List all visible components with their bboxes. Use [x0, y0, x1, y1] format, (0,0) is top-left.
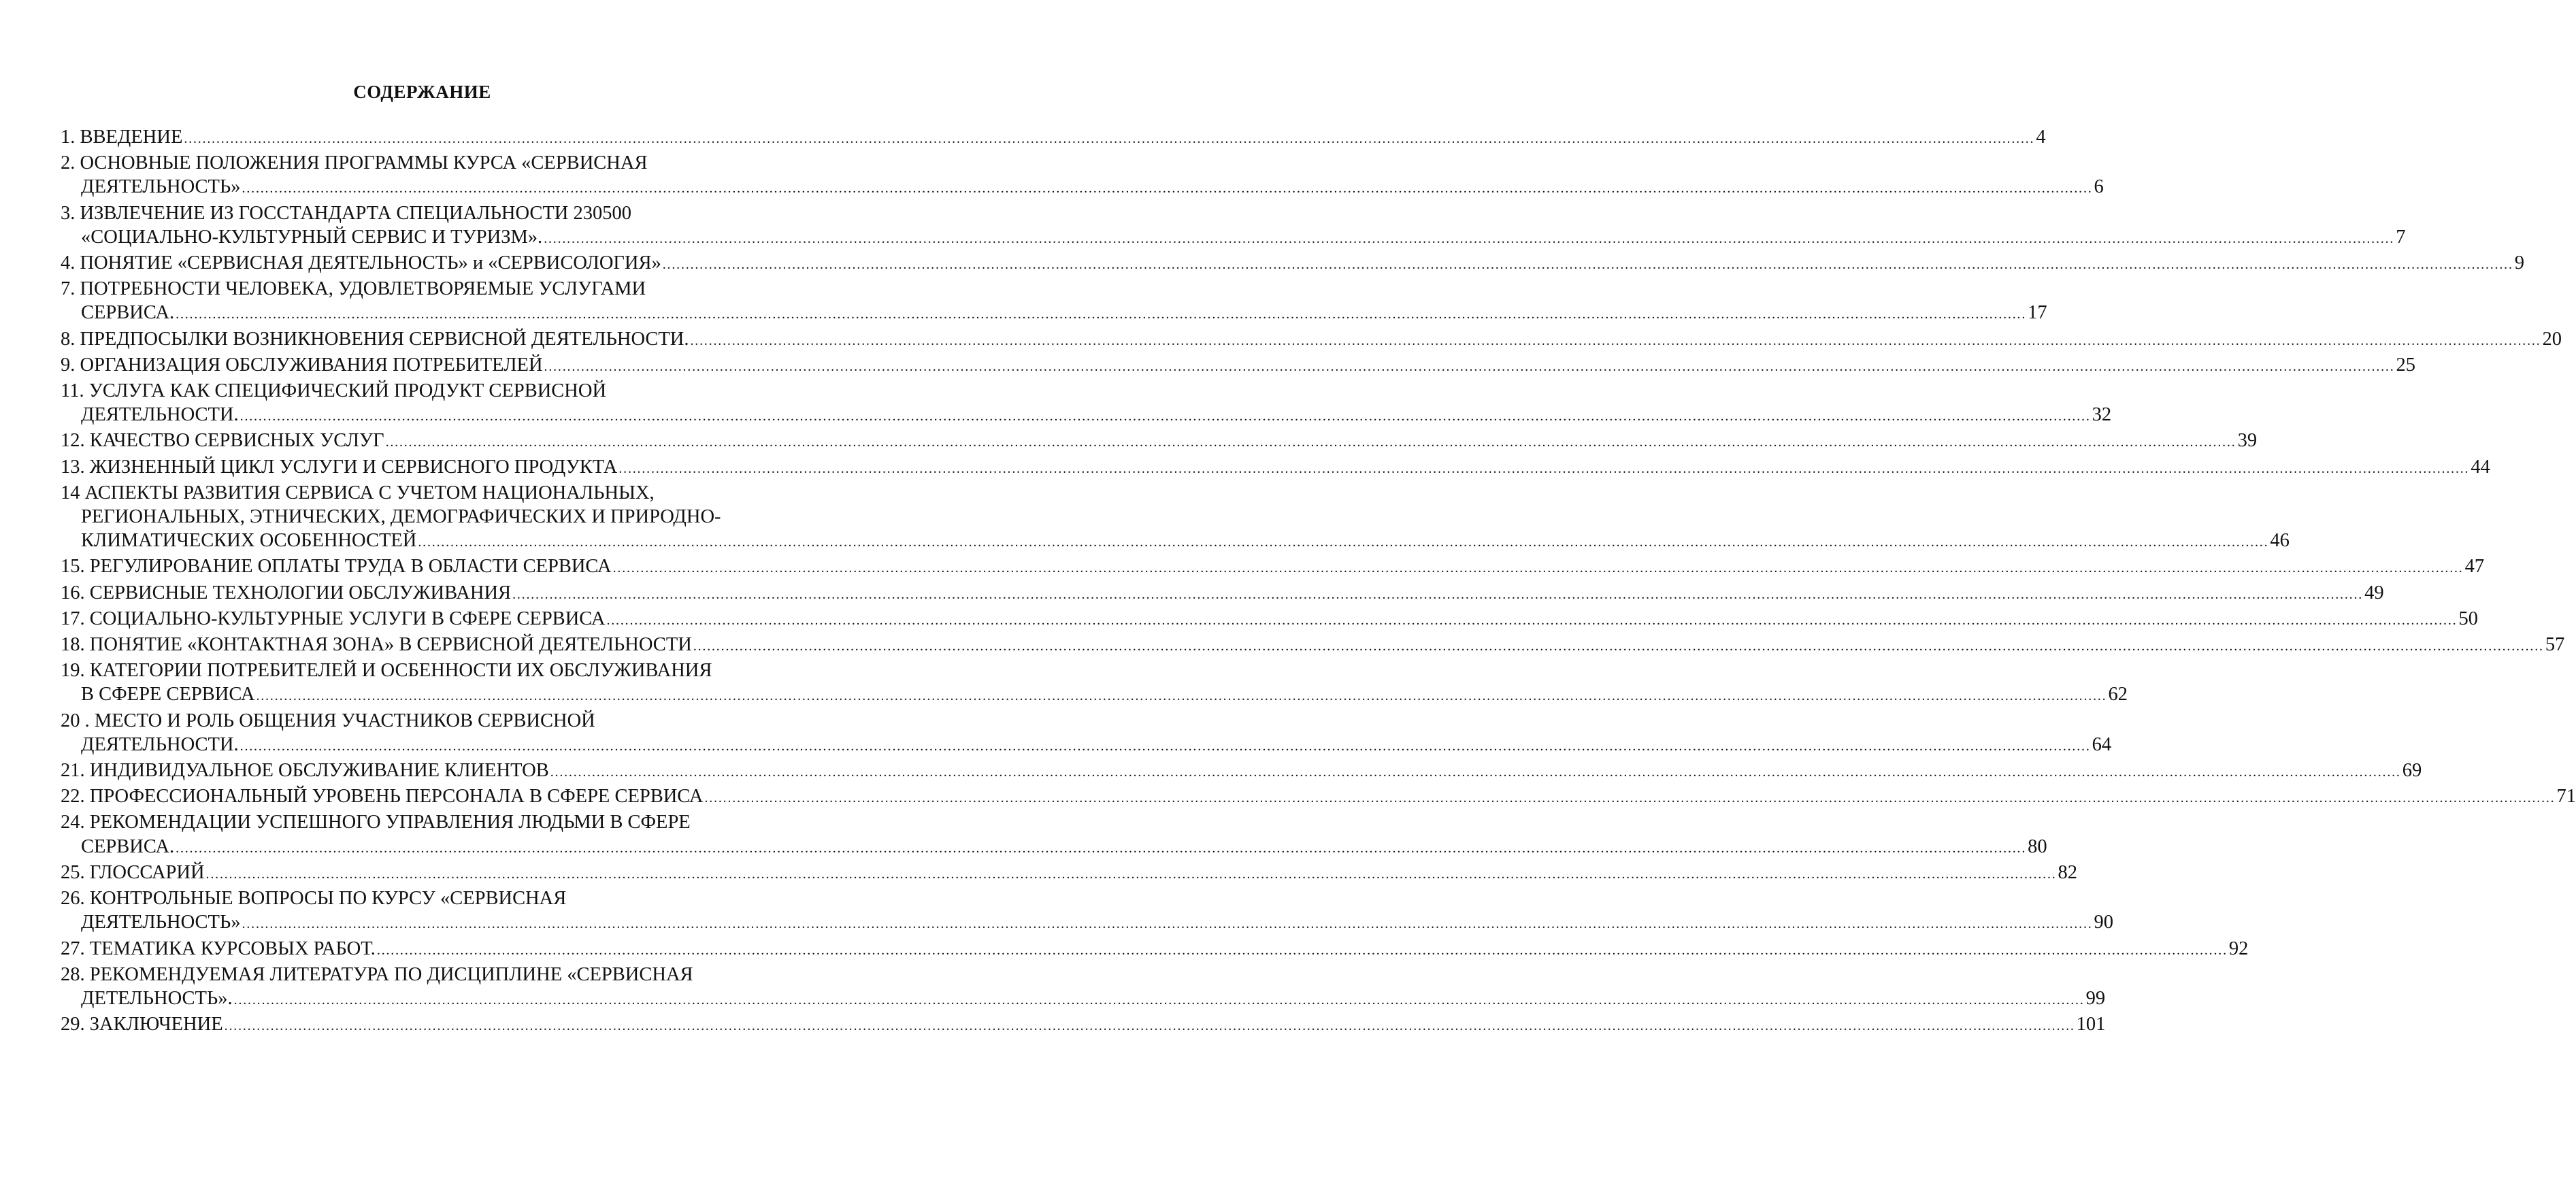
toc-entry[interactable]: [61, 886, 2114, 936]
toc-entry[interactable]: [61, 125, 2046, 151]
toc-entry[interactable]: [61, 784, 2576, 810]
dot-leader: ................................................................................................................................................................................................................................................................................................................................................................................................................: [704, 791, 2556, 806]
toc-entry[interactable]: [61, 1012, 2106, 1038]
toc-entry-title-line: 8. ПРЕДПОСЫЛКИ ВОЗНИКНОВЕНИЯ СЕРВИСНОЙ ДЕЯТЕЛЬНОСТИ.: [61, 328, 689, 350]
toc-entry-title-line: 26. КОНТРОЛЬНЫЕ ВОПРОСЫ ПО КУРСУ «СЕРВИСНАЯ: [61, 888, 567, 910]
dot-leader: ................................................................................................................................................................................................................................................................................................................................................................................................................: [512, 586, 2364, 602]
toc-page-number: 82: [2058, 861, 2078, 883]
dot-leader: ................................................................................................................................................................................................................................................................................................................................................................................................................: [544, 359, 2395, 374]
dot-leader: ................................................................................................................................................................................................................................................................................................................................................................................................................: [176, 307, 2027, 322]
toc-page-number: 47: [2464, 556, 2485, 578]
toc-entry-title-line: РЕГИОНАЛЬНЫХ, ЭТНИЧЕСКИХ, ДЕМОГРАФИЧЕСКИХ И ПРИРОДНО-: [81, 506, 721, 528]
toc-entry-title-line: 4. ПОНЯТИЕ «СЕРВИСНАЯ ДЕЯТЕЛЬНОСТЬ» и «СЕРВИСОЛОГИЯ»: [61, 252, 661, 274]
toc-entry[interactable]: [61, 963, 2106, 1012]
toc-entry-title-line: ДЕЯТЕЛЬНОСТИ.: [81, 404, 239, 426]
toc-entry[interactable]: [61, 810, 2047, 860]
dot-leader: ................................................................................................................................................................................................................................................................................................................................................................................................................: [240, 738, 2091, 754]
toc-entry[interactable]: [61, 429, 2258, 454]
table-of-contents: [61, 125, 2576, 1038]
toc-entry-title-line: 11. УСЛУГА КАК СПЕЦИФИЧЕСКИЙ ПРОДУКТ СЕРВИСНОЙ: [61, 380, 607, 402]
toc-entry[interactable]: [61, 379, 2112, 429]
toc-entry-title-line: 13. ЖИЗНЕННЫЙ ЦИКЛ УСЛУГИ И СЕРВИСНОГО ПРОДУКТА: [61, 456, 618, 478]
toc-page-number: 101: [2076, 1014, 2106, 1035]
toc-entry-title-line: 12. КАЧЕСТВО СЕРВИСНЫХ УСЛУГ: [61, 430, 384, 452]
dot-leader: ................................................................................................................................................................................................................................................................................................................................................................................................................: [233, 992, 2085, 1008]
dot-leader: ................................................................................................................................................................................................................................................................................................................................................................................................................: [618, 461, 2470, 476]
toc-entry-title-line: 3. ИЗВЛЕЧЕНИЕ ИЗ ГОССТАНДАРТА СПЕЦИАЛЬНОСТИ 230500: [61, 202, 631, 224]
toc-entry-title-line: СЕРВИСА.: [81, 835, 175, 857]
toc-entry[interactable]: [61, 327, 2562, 353]
toc-entry-title-line: 24. РЕКОМЕНДАЦИИ УСПЕШНОГО УПРАВЛЕНИЯ ЛЮДЬМИ В СФЕРЕ: [61, 812, 691, 833]
toc-entry-title-line: КЛИМАТИЧЕСКИХ ОСОБЕННОСТЕЙ: [81, 530, 417, 552]
dot-leader: ................................................................................................................................................................................................................................................................................................................................................................................................................: [693, 639, 2544, 654]
toc-page-number: 44: [2471, 456, 2490, 478]
dot-leader: ................................................................................................................................................................................................................................................................................................................................................................................................................: [242, 916, 2093, 932]
toc-page-number: 25: [2396, 354, 2416, 376]
toc-entry[interactable]: [61, 151, 2104, 201]
toc-entry[interactable]: [61, 201, 2406, 251]
toc-page-number: 50: [2458, 608, 2478, 629]
dot-leader: ................................................................................................................................................................................................................................................................................................................................................................................................................: [544, 231, 2395, 246]
dot-leader: ................................................................................................................................................................................................................................................................................................................................................................................................................: [376, 942, 2228, 958]
dot-leader: ................................................................................................................................................................................................................................................................................................................................................................................................................: [240, 409, 2091, 425]
toc-entry-title-line: 27. ТЕМАТИКА КУРСОВЫХ РАБОТ.: [61, 938, 376, 959]
toc-entry[interactable]: [61, 607, 2478, 633]
dot-leader: ................................................................................................................................................................................................................................................................................................................................................................................................................: [256, 689, 2107, 704]
toc-page-number: 7: [2396, 226, 2406, 248]
dot-leader: ................................................................................................................................................................................................................................................................................................................................................................................................................: [418, 535, 2269, 550]
toc-page-number: 57: [2545, 634, 2565, 656]
toc-entry-title-line: 21. ИНДИВИДУАЛЬНОЕ ОБСЛУЖИВАНИЕ КЛИЕНТОВ: [61, 760, 549, 782]
toc-entry-title-line: ДЕЯТЕЛЬНОСТЬ»: [81, 176, 241, 198]
toc-entry[interactable]: [61, 554, 2485, 580]
toc-entry-title-line: 17. СОЦИАЛЬНО-КУЛЬТУРНЫЕ УСЛУГИ В СФЕРЕ СЕРВИСА: [61, 608, 606, 629]
toc-page-number: 62: [2108, 684, 2128, 706]
toc-entry-title-line: 15. РЕГУЛИРОВАНИЕ ОПЛАТЫ ТРУДА В ОБЛАСТИ СЕРВИСА: [61, 556, 612, 578]
toc-page-number: 6: [2094, 176, 2104, 198]
toc-entry[interactable]: [61, 251, 2524, 277]
dot-leader: ................................................................................................................................................................................................................................................................................................................................................................................................................: [690, 333, 2541, 348]
toc-entry-title-line: 1. ВВЕДЕНИЕ: [61, 127, 183, 148]
toc-entry[interactable]: [61, 455, 2490, 481]
toc-entry[interactable]: [61, 633, 2565, 659]
toc-entry[interactable]: [61, 277, 2047, 327]
toc-entry-title-line: 14 АСПЕКТЫ РАЗВИТИЯ СЕРВИСА С УЧЕТОМ НАЦИОНАЛЬНЫХ,: [61, 482, 655, 503]
toc-page-number: 99: [2085, 987, 2106, 1009]
toc-entry-title-line: ДЕЯТЕЛЬНОСТИ.: [81, 733, 239, 755]
dot-leader: ................................................................................................................................................................................................................................................................................................................................................................................................................: [606, 612, 2458, 628]
toc-page-number: 9: [2514, 252, 2524, 274]
dot-leader: ................................................................................................................................................................................................................................................................................................................................................................................................................: [550, 765, 2401, 780]
toc-page-number: 39: [2237, 430, 2258, 452]
toc-page-number: 20: [2542, 328, 2562, 350]
toc-entry-title-line: 25. ГЛОССАРИЙ: [61, 861, 205, 883]
toc-entry-title-line: СЕРВИСА.: [81, 302, 175, 324]
page-title: СОДЕРЖАНИЕ: [353, 82, 491, 102]
toc-page-number: 80: [2028, 835, 2047, 857]
toc-page-number: 64: [2092, 733, 2112, 755]
toc-page-number: 49: [2364, 582, 2384, 603]
toc-entry[interactable]: [61, 937, 2249, 963]
toc-entry[interactable]: [61, 581, 2384, 607]
toc-page-number: 69: [2402, 760, 2422, 782]
toc-entry[interactable]: [61, 659, 2128, 708]
toc-entry-title-line: 16. СЕРВИСНЫЕ ТЕХНОЛОГИИ ОБСЛУЖИВАНИЯ: [61, 582, 512, 603]
dot-leader: ................................................................................................................................................................................................................................................................................................................................................................................................................: [385, 435, 2236, 450]
toc-entry-title-line: ДЕТЕЛЬНОСТЬ».: [81, 987, 233, 1009]
dot-leader: ................................................................................................................................................................................................................................................................................................................................................................................................................: [612, 561, 2464, 576]
toc-page-number: 17: [2028, 302, 2047, 324]
toc-entry[interactable]: [61, 353, 2416, 379]
toc-entry[interactable]: [61, 481, 2290, 555]
toc-entry-title-line: 29. ЗАКЛЮЧЕНИЕ: [61, 1014, 223, 1035]
toc-entry-title-line: 2. ОСНОВНЫЕ ПОЛОЖЕНИЯ ПРОГРАММЫ КУРСА «СЕРВИСНАЯ: [61, 152, 648, 174]
toc-entry-title-line: 28. РЕКОМЕНДУЕМАЯ ЛИТЕРАТУРА ПО ДИСЦИПЛИНЕ «СЕРВИСНАЯ: [61, 963, 693, 985]
toc-entry-title-line: 7. ПОТРЕБНОСТИ ЧЕЛОВЕКА, УДОВЛЕТВОРЯЕМЫЕ УСЛУГАМИ: [61, 278, 646, 300]
toc-entry-title-line: ДЕЯТЕЛЬНОСТЬ»: [81, 912, 241, 933]
toc-page-number: 46: [2270, 530, 2290, 552]
dot-leader: ................................................................................................................................................................................................................................................................................................................................................................................................................: [224, 1018, 2075, 1034]
toc-entry-title-line: 22. ПРОФЕССИОНАЛЬНЫЙ УРОВЕНЬ ПЕРСОНАЛА В СФЕРЕ СЕРВИСА: [61, 786, 704, 808]
toc-page-number: 4: [2036, 127, 2046, 148]
toc-entry-title-line: В СФЕРЕ СЕРВИСА: [81, 684, 255, 706]
toc-entry[interactable]: [61, 709, 2112, 759]
toc-entry-title-line: 19. КАТЕГОРИИ ПОТРЕБИТЕЛЕЙ И ОСБЕННОСТИ ИХ ОБСЛУЖИВАНИЯ: [61, 660, 712, 682]
toc-entry-title-line: 20 . МЕСТО И РОЛЬ ОБЩЕНИЯ УЧАСТНИКОВ СЕРВИСНОЙ: [61, 710, 595, 731]
toc-entry-title-line: 9. ОРГАНИЗАЦИЯ ОБСЛУЖИВАНИЯ ПОТРЕБИТЕЛЕЙ: [61, 354, 543, 376]
dot-leader: ................................................................................................................................................................................................................................................................................................................................................................................................................: [184, 131, 2035, 146]
toc-page-number: 92: [2228, 938, 2249, 959]
toc-page-number: 90: [2094, 912, 2114, 933]
toc-entry[interactable]: [61, 861, 2078, 886]
toc-entry-title-line: 18. ПОНЯТИЕ «КОНТАКТНАЯ ЗОНА» В СЕРВИСНОЙ ДЕЯТЕЛЬНОСТИ: [61, 634, 692, 656]
toc-entry[interactable]: [61, 759, 2422, 784]
toc-entry-title-line: «СОЦИАЛЬНО-КУЛЬТУРНЫЙ СЕРВИС И ТУРИЗМ».: [81, 226, 543, 248]
toc-page-number: 71: [2556, 786, 2576, 808]
toc-page-number: 32: [2092, 404, 2112, 426]
dot-leader: ................................................................................................................................................................................................................................................................................................................................................................................................................: [662, 257, 2513, 273]
dot-leader: ................................................................................................................................................................................................................................................................................................................................................................................................................: [242, 181, 2093, 197]
dot-leader: ................................................................................................................................................................................................................................................................................................................................................................................................................: [205, 866, 2057, 882]
dot-leader: ................................................................................................................................................................................................................................................................................................................................................................................................................: [176, 840, 2027, 856]
